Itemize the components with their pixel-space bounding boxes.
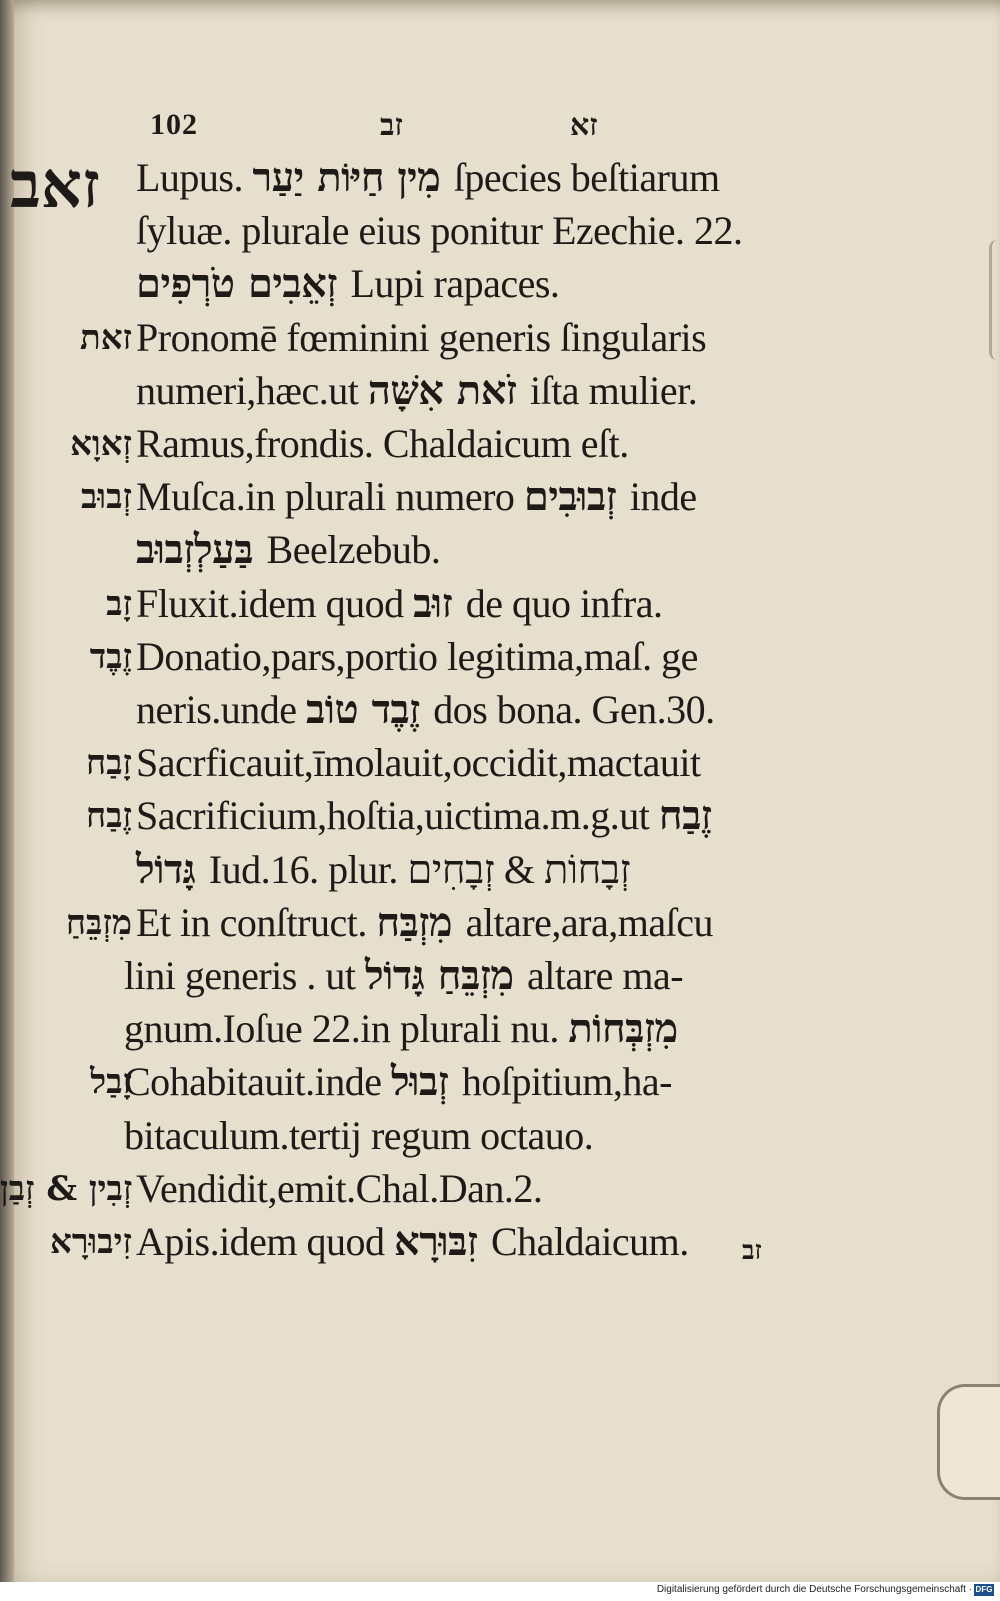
hebrew-term: מִזְבַּח [376, 898, 466, 946]
hebrew-term: זֹאת אִשָּׁה [367, 366, 530, 414]
latin-text: Fluxit.idem quod [136, 580, 414, 626]
hebrew-term: זֶבֶד טוֹב [306, 686, 434, 733]
page-number: 102 [150, 108, 198, 141]
entry-line [136, 684, 715, 736]
latin-text: Iud.16. plur. זְבָחוֹת & זְבָחִים [208, 846, 631, 892]
entry-line [124, 1003, 678, 1055]
latin-text: altare,ara,maſcu [465, 899, 713, 945]
latin-text: Donatio,pars,portio legitima,maſ. ge [136, 633, 698, 679]
latin-text: iſta mulier. [529, 367, 698, 413]
latin-text: inde [629, 474, 697, 520]
latin-text: Muſca.in plurali numero [136, 474, 524, 520]
latin-text: bitaculum.tertij regum octauo. [124, 1112, 594, 1158]
margin-headword: זִיבוּרָא [49, 1222, 132, 1262]
latin-text: Lupus. [136, 155, 253, 200]
hebrew-term: מִזְבְּחוֹת [568, 1005, 678, 1053]
entry-line [136, 205, 743, 257]
hebrew-term: זוּב [413, 579, 466, 627]
latin-text: neris.unde [136, 687, 307, 732]
hebrew-term: מִזְבֵּחַ גָּדוֹל [364, 952, 528, 999]
hebrew-term: זְאֵבִים טֹרְפִים [136, 260, 351, 308]
header-middle-heading: זב [380, 108, 403, 143]
latin-text: Et in conſtruct. [136, 899, 377, 945]
latin-text: altare ma- [527, 953, 684, 998]
page-edge-mark [989, 240, 1000, 360]
entry-line [136, 1216, 689, 1268]
entry-line [136, 1163, 542, 1215]
latin-text: Vendidit,emit.Chal.Dan.2. [136, 1165, 543, 1211]
latin-text: Sacrficauit,īmolauit,occidit,mactauit [136, 740, 701, 786]
latin-text: dos bona. Gen.30. [433, 687, 715, 732]
margin-headword: זֶבַח [86, 796, 132, 837]
margin-headword: זָב [106, 583, 132, 624]
header-right-heading: זא [570, 108, 598, 143]
entry-line [136, 365, 697, 417]
latin-text: ſyluæ. plurale eius ponitur Ezechie. 22. [136, 208, 743, 254]
latin-text: Ramus,frondis. Chaldaicum eſt. [136, 421, 629, 466]
entry-line [136, 737, 701, 789]
hebrew-term: מִין חַיּוֹת יַעַר [252, 154, 454, 201]
margin-headword: זָבַח [86, 743, 132, 784]
latin-text: Sacrificium,hoſtia,uictima.m.g.ut [136, 793, 659, 839]
margin-headword: זֶבֶד [89, 636, 132, 677]
margin-headword: זָבַל [90, 1062, 132, 1103]
hebrew-term: זִבּוּרָא [394, 1218, 491, 1265]
catchword: זב [742, 1236, 762, 1266]
dfg-logo-icon: DFG [975, 1585, 993, 1594]
hebrew-term: זֶבַח [658, 792, 712, 840]
hebrew-term: זְבוּבִים [523, 473, 630, 521]
latin-text: Lupi rapaces. [350, 261, 560, 307]
entry-line [136, 152, 720, 204]
latin-text: gnum.Ioſue 22.in plurali nu. [124, 1006, 569, 1052]
latin-text: lini generis . ut [124, 953, 365, 998]
margin-headword: מִזְבֵּחַ [65, 902, 132, 943]
latin-text: de quo infra. [465, 580, 663, 626]
entry-line [136, 418, 629, 470]
latin-text: numeri,hæc.ut [136, 367, 368, 413]
initial-headword: זאב [10, 148, 100, 223]
entry-line [136, 844, 630, 896]
entry-line [124, 1056, 672, 1108]
margin-headword: זְבוּב [81, 477, 132, 518]
hebrew-term: זְבוּל [391, 1058, 462, 1106]
latin-text: Cohabitauit.inde [124, 1059, 392, 1105]
running-header [150, 108, 630, 148]
entry-line [136, 897, 713, 949]
hebrew-term: גָּדוֹל [136, 845, 209, 893]
entry-line [124, 950, 683, 1002]
hebrew-term: בַּעַלְזְבוּב [136, 526, 267, 574]
latin-text: ſpecies beſtiarum [453, 155, 720, 200]
margin-headword: זאת [79, 317, 132, 358]
margin-headword: זְאוָא [70, 424, 132, 464]
latin-text: hoſpitium,ha- [461, 1059, 672, 1105]
entry-line [136, 312, 706, 364]
latin-text: Beelzebub. [266, 527, 441, 573]
entry-line [136, 524, 440, 576]
entry-line [136, 471, 697, 523]
margin-headword: זְבִין & זְבַן [0, 1168, 133, 1209]
latin-text: Apis.idem quod [136, 1219, 395, 1264]
footer-credit: Digitalisierung gefördert durch die Deutsche Forschungsgemeinschaft · [656, 1584, 972, 1595]
latin-text: Pronomē fœminini generis ſingularis [136, 314, 707, 360]
entry-line [136, 578, 662, 630]
entry-line [136, 631, 698, 683]
latin-text: Chaldaicum. [490, 1219, 689, 1264]
entry-line [136, 258, 559, 310]
entry-line [124, 1110, 593, 1162]
page-tab-mark [937, 1384, 1000, 1500]
entry-line [136, 790, 712, 842]
